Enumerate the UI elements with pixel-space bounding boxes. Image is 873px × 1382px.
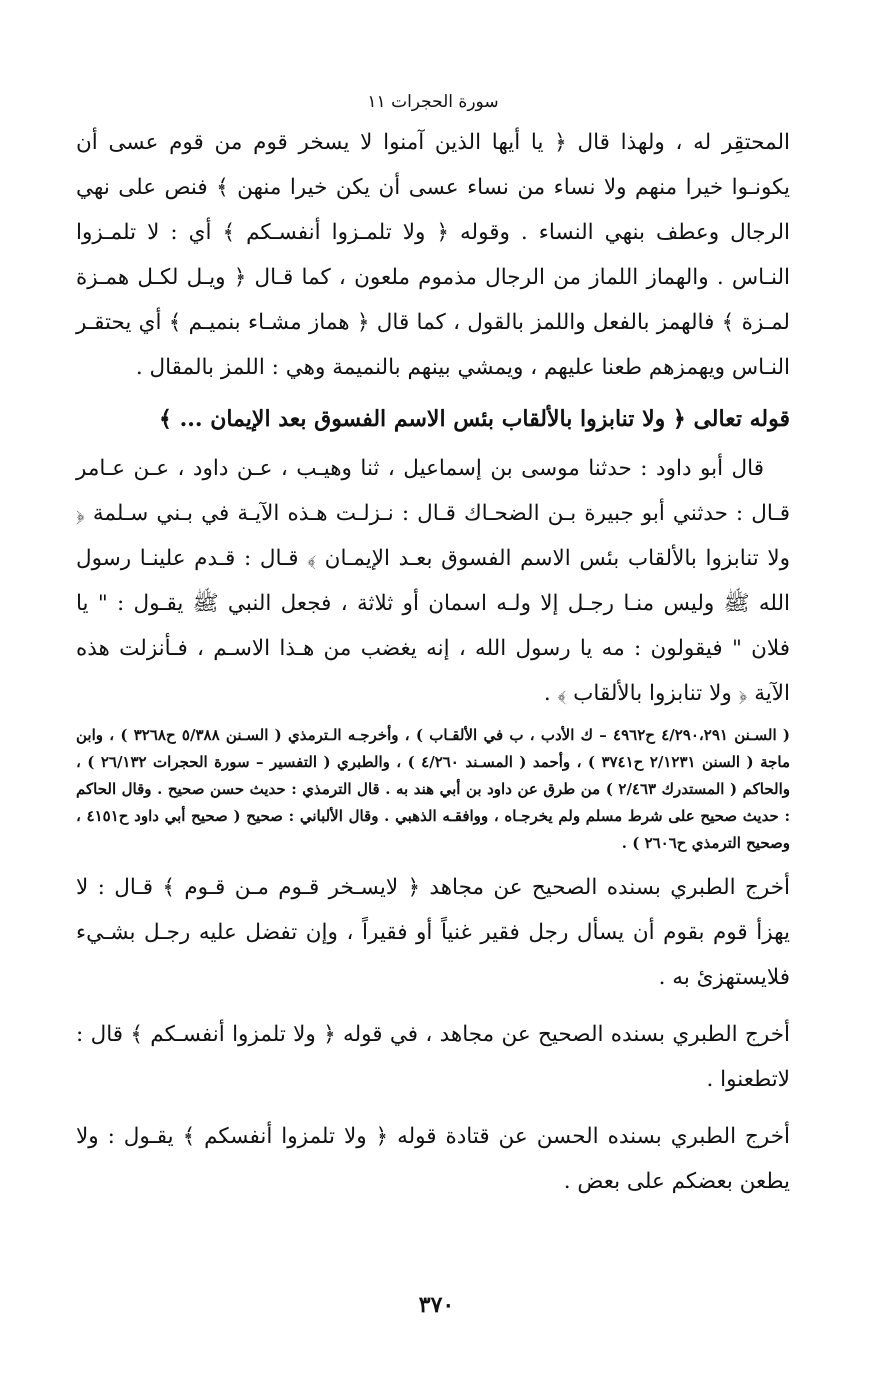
running-header: سورة الحجرات ١١ bbox=[367, 92, 499, 112]
intro-paragraph: المحتقِر له ، ولهذا قال ﴿ يا أيها الذين آمنوا لا يسخر قوم من قوم عسى أن يكونـوا خيرا منهم ولا نساء من نساء عسى أن يكن خيرا منهن ﴾ فنص على نهي الرجال وعطف بنهي النساء . وقوله ﴿ ولا تلمـزوا أنفسـكم ﴾ أي : لا تلمـزوا النـاس . والهماز اللماز من الرجال مذموم ملعون ، كما قـال ﴿ ويـل لكـل همـزة لمـزة ﴾ فالهمز بالفعل واللمز بالقول ، كما قال ﴿ هماز مشـاء بنميـم ﴾ أي يحتقـر النـاس ويهمزهم طعنا عليهم ، ويمشي بينهم بالنميمة وهي : اللمز بالمقال . bbox=[76, 130, 790, 380]
page-number: ٣٧٠ bbox=[418, 1292, 455, 1318]
footnote-citation: ( السـنن ٤/٢٩٠،٢٩١ ح٤٩٦٢ – ك الأدب ، ب في الألقـاب ) ، وأخرجـه الـترمذي ( السـنن ٥/٣٨٨ ح٣٢٦٨ ) ، وابن ماجة ( السنن ٢/١٢٣١ ح٣٧٤١ ) ، وأحمد ( المسـند ٤/٢٦٠ ) ، والطبري ( التفسير – سورة الحجرات ٢٦/١٣٢ ) ، والحاكم ( المستدرك ٢/٤٦٣ ) من طرق عن داود بن أبي هند به . قال الترمذي : حديث حسن صحيح . وقال الحاكم : حديث صحيح على شرط مسلم ولم يخرجـاه ، ووافقـه الذهبي . وقال الألباني : صحيح ( صحيح أبي داود ح٤١٥١ ، وصحيح الترمذي ح٢٦٠٦ ) . bbox=[76, 726, 791, 852]
report-paragraph-1: أخرج الطبري بسنده الصحيح عن مجاهد ﴿ لايسـخر قـوم مـن قـوم ﴾ قـال : لا يهزأ قوم بقوم أن يسأل رجل فقير غنياً أو فقيراً ، وإن تفضل عليه رجـل بشـيء فلايستهزئ به . bbox=[76, 875, 790, 990]
section-heading: قوله تعالى ﴿ ولا تنابزوا بالألقاب بئس الاسم الفسوق بعد الإيمان ... ﴾ bbox=[159, 406, 790, 432]
report-paragraph-2: أخرج الطبري بسنده الصحيح عن مجاهد ، في قوله ﴿ ولا تلمزوا أنفسـكم ﴾ قال : لاتطعنوا . bbox=[76, 1022, 790, 1092]
report-paragraph-3: أخرج الطبري بسنده الحسن عن قتادة قوله ﴿ ولا تلمزوا أنفسكم ﴾ يقـول : ولا يطعن بعضكم على بعض . bbox=[76, 1124, 790, 1194]
page-body bbox=[76, 88, 790, 1204]
hadith-paragraph: قال أبو داود : حدثنا موسى بن إسماعيل ، ثنا وهيـب ، عـن داود ، عـن عـامر قـال : حدثني أبو جبيرة بـن الضحـاك قـال : نـزلـت هـذه الآيـة في بـني سـلمة ﴿ ولا تنابزوا بالألقاب بئس الاسم الفسوق بعـد الإيمـان ﴾ قـال : قـدم علينـا رسول الله ﷺ وليس منـا رجـل إلا ولـه اسمان أو ثلاثة ، فجعل النبي ﷺ يقـول : " يا فلان " فيقولون : مه يا رسول الله ، إنه يغضب من هـذا الاسـم ، فـأنزلت هذه الآية ﴿ ولا تنابزوا بالألقاب ﴾ . bbox=[76, 456, 790, 706]
